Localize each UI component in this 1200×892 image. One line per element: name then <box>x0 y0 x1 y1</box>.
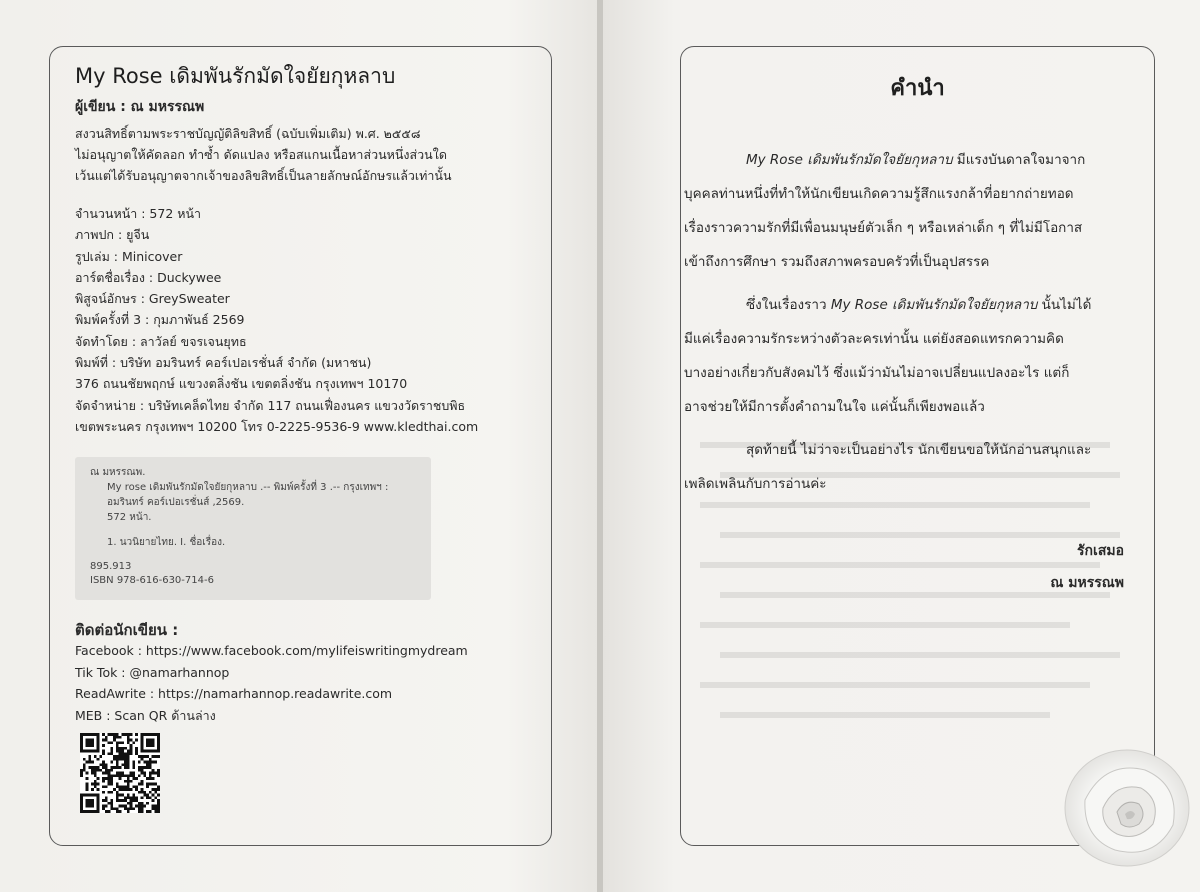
preface-line: เรื่องราวความรักที่มีเพื่อนมนุษย์ตัวเล็ก ๆ หรือเหล่าเด็ก ๆ ที่ไม่มีโอกาส <box>684 220 1083 236</box>
contact-readawrite: ReadAwrite : https://namarhannop.readawrite.com <box>75 686 393 701</box>
detail-page-count: จำนวนหน้า : 572 หน้า <box>75 206 202 221</box>
contact-list <box>75 640 468 726</box>
preface-book-title: My Rose เดิมพันรักมัดใจยัยกุหลาบ <box>746 152 953 168</box>
detail-distributor-address: เขตพระนคร กรุงเทพฯ 10200 โทร 0-2225-9536-9 www.kledthai.com <box>75 418 479 434</box>
copyright-line: สงวนสิทธิ์ตามพระราชบัญญัติลิขสิทธิ์ (ฉบับเพิ่มเติม) พ.ศ. ๒๕๕๘ <box>75 126 421 141</box>
catalog-isbn: ISBN 978-616-630-714-6 <box>90 575 214 586</box>
catalog-author: ณ มหรรณพ. <box>90 467 146 478</box>
catalog-subjects: 1. นวนิยายไทย. I. ชื่อเรื่อง. <box>107 537 226 548</box>
qr-code-icon <box>80 733 160 813</box>
contact-facebook: Facebook : https://www.facebook.com/mylifeiswritingmydream <box>75 643 468 658</box>
detail-proofreader: พิสูจน์อักษร : GreySweater <box>75 291 230 307</box>
catalog-title-line: My rose เดิมพันรักมัดใจยัยกุหลาบ .-- พิมพ์ครั้งที่ 3 .-- กรุงเทพฯ : <box>107 482 389 493</box>
detail-printing: พิมพ์ครั้งที่ 3 : กุมภาพันธ์ 2569 <box>75 312 245 328</box>
preface-text: นั้นไม่ได้ <box>1037 297 1092 313</box>
preface-text: มีแรงบันดาลใจมาจาก <box>952 152 1086 168</box>
copyright-line: ไม่อนุญาตให้คัดลอก ทำซ้ำ ดัดแปลง หรือสแกนเนื้อหาส่วนหนึ่งส่วนใด <box>75 147 447 162</box>
detail-produced-by: จัดทำโดย : ลาวัลย์ ขจรเจนยุทธ <box>75 333 247 349</box>
contact-meb: MEB : Scan QR ด้านล่าง <box>75 707 216 723</box>
preface-signature: ณ มหรรณพ <box>1050 575 1124 591</box>
preface-line: เพลิดเพลินกับการอ่านค่ะ <box>684 476 827 492</box>
author-line: ผู้เขียน : ณ มหรรณพ <box>75 99 205 115</box>
preface-line: เข้าถึงการศึกษา รวมถึงสภาพครอบครัวที่เป็นอุปสรรค <box>684 254 990 270</box>
contact-tiktok: Tik Tok : @namarhannop <box>75 664 230 680</box>
preface-closing: รักเสมอ <box>1077 543 1124 559</box>
rose-illustration-icon <box>1045 730 1195 880</box>
publication-details <box>75 203 545 437</box>
preface-line: สุดท้ายนี้ ไม่ว่าจะเป็นอย่างไร นักเขียนขอให้นักอ่านสนุกและ <box>746 442 1092 458</box>
preface-title: คำนำ <box>890 76 945 101</box>
contact-heading: ติดต่อนักเขียน : <box>75 621 179 639</box>
cataloging-data-box <box>75 457 431 600</box>
catalog-pages: 572 หน้า. <box>107 512 152 523</box>
detail-printer-address: 376 ถนนชัยพฤกษ์ แขวงตลิ่งชัน เขตตลิ่งชัน กรุงเทพฯ 10170 <box>75 376 408 392</box>
preface-line: บุคคลท่านหนึ่งที่ทำให้นักเขียนเกิดความรู้สึกแรงกล้าที่อยากถ่ายทอด <box>684 186 1074 202</box>
catalog-class-number: 895.913 <box>90 561 132 572</box>
detail-cover-art: ภาพปก : ยูจีน <box>75 227 150 243</box>
preface-line <box>746 148 1085 170</box>
detail-format: รูปเล่ม : Minicover <box>75 248 183 264</box>
detail-printer: พิมพ์ที่ : บริษัท อมรินทร์ คอร์เปอเรชั่นส์ จำกัด (มหาชน) <box>75 355 372 371</box>
detail-distributor: จัดจำหน่าย : บริษัทเคล็ดไทย จำกัด 117 ถนนเฟื่องนคร แขวงวัดราชบพิธ <box>75 397 466 413</box>
copyright-line: เว้นแต่ได้รับอนุญาตจากเจ้าของลิขสิทธิ์เป็นลายลักษณ์อักษรแล้วเท่านั้น <box>75 168 452 183</box>
preface-book-title: My Rose เดิมพันรักมัดใจยัยกุหลาบ <box>830 297 1038 313</box>
copyright-notice <box>75 123 545 186</box>
preface-line <box>746 293 1091 315</box>
book-title: My Rose เดิมพันรักมัดใจยัยกุหลาบ <box>75 64 396 88</box>
preface-line: อาจช่วยให้มีการตั้งคำถามในใจ แค่นั้นก็เพียงพอแล้ว <box>684 399 985 415</box>
preface-line: มีแค่เรื่องความรักระหว่างตัวละครเท่านั้น แต่ยังสอดแทรกความคิด <box>684 331 1064 347</box>
preface-line: บางอย่างเกี่ยวกับสังคมไว้ ซึ่งแม้ว่ามันไม่อาจเปลี่ยนแปลงอะไร แต่ก็ <box>684 365 1070 381</box>
catalog-publisher-line: อมรินทร์ คอร์เปอเรชั่นส์ ,2569. <box>107 497 245 508</box>
preface-text: ซึ่งในเรื่องราว <box>746 297 831 313</box>
detail-title-art: อาร์ตชื่อเรื่อง : Duckywee <box>75 269 222 285</box>
